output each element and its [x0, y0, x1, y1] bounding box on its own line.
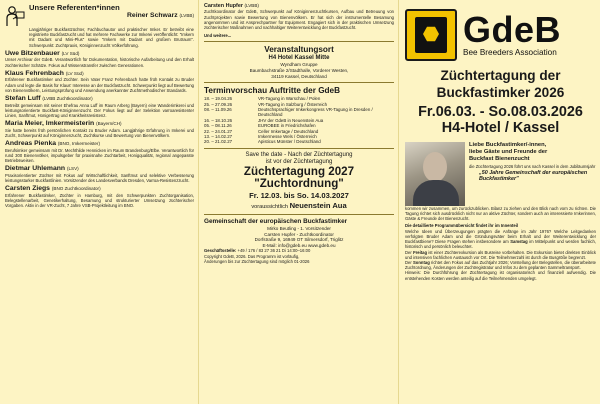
speaker-bio: Langjähriger Buckfastzüchter, Fachbuchautor und praktischer Imker. Er betreibt eine registrierte Buckfastzucht und hat mehrere Fachwerke zur Imkerei veröffentlicht: "Imkern mit Dadant und Mini-Plus" sowie "Imkern mit Dadant und großem Brutraum". Schwerpunkt: Zuchtpraxis, Königinnenzucht Völkerführung.: [29, 27, 194, 48]
speaker-entry: [5, 165, 194, 183]
table-row: 13. – 14.02.27 Imkermesse Wels / Österreich: [204, 134, 317, 140]
intro-text: kommen wir zusammen, um zurückzublicken. Bilanz zu ziehen und den Blick nach vorn zu richten. Die Tagung richtet sich ausdrücklich nicht nur an aktive Züchter, sondern auch an interessierte Imkerinnen, Gäste & Freunde der Bienenzucht.: [405, 206, 596, 222]
venue-line: 34119 Kassel, Deutschland: [271, 73, 327, 79]
association-heading: Gemeinschaft der europäischen Buckfastimker: [204, 218, 348, 226]
intro-text: Hinweis: Die Durchführung der Züchtertagung ist organisatorisch und finanziell aufwendig. Die entstehenden Kosten werden anteilig auf die Teilnehmenden umgelegt.: [405, 270, 596, 281]
intro-text: die Züchtertagung 2026 führt uns nach Kassel in dem Jubiläumsjahr: [469, 164, 596, 170]
greeting-line: Buckfast Bienenzucht: [469, 155, 530, 162]
association-line: Carsten Hupfer - Zuchtkoordinator: [264, 231, 334, 237]
venue-line: Wyndham Gruppe: [280, 62, 318, 68]
speaker-bio: Berufsimker gemeinsam mit Dr. Mechthilde Hennicken im Raum Brandenburg/Elbe. Verantwortlich für rund 300 Bienenvölker, impulsgeber für praxisnahe Zuchtarbeit, Honigqualität, regional angepasste Betriebsweisen.: [5, 147, 194, 164]
intro-block: [405, 142, 596, 206]
page-title: Buckfastimker 2026: [436, 85, 565, 100]
speaker-name: Maria Meier, Imkermeisterin (Bayern/CH): [5, 120, 122, 128]
speakers-header: [5, 3, 194, 27]
venue-section: [204, 45, 394, 79]
jubilee-quote: „50 Jahre Gemeinschaft der europäischen Buckfastimker": [479, 169, 588, 182]
association-line: Mirko Beutling - 1. Vorsitzender: [267, 226, 331, 232]
speaker-name: Klaus Fehrenbach (LV Süd): [5, 69, 84, 77]
speaker-name: Carsten Ziegs (BNO Zuchtkoordinator): [5, 185, 101, 193]
title-column: [398, 0, 600, 404]
portrait-photo: [405, 142, 465, 206]
speaker-bio: Erfahrener Buckfastimker und Züchter. Sein Vater Franz Fehrenbach hatte früh Kontakt zu Bruder Adam und legte die Basis für Klaus' Interesse an der Buckfastzucht. Schwerpunkt liegt auf Bewertung von Bienenvölkern, Leistungsprüfung und Anwendung anerkannter Zuchtmethodischer Standards.: [5, 77, 194, 93]
tour-heading: Terminvorschau Auftritte der GdeB: [204, 86, 341, 96]
speaker-name: Andreas Pienka (BNO, Imkermeister): [5, 140, 101, 148]
table-row: 18. – 19.04.26 VR-Tagung in Warschau / Polen: [204, 96, 321, 102]
copyright-line: Änderungen bis zur Züchtertagung sind möglich 01-2026: [204, 258, 310, 264]
next-conference-dates: Fr. 12.03. bis So. 14.03.2027: [249, 191, 349, 201]
next-conference-location: voraussichtlich Neuenstein Aua: [251, 201, 347, 211]
intro-text: Welche Ideen und Überzeugungen prägten die Anfänge im Jahr 1976? Welche Leitgedanken verfolgten Bruder Adam und die Gründungsväter beim Erhalt und der Weiterentwicklung der Buckfastbiene? Diese Fragen stehen insbesondere am Samstag im Mittelpunkt und werden fachlich, historisch und persönlich beleuchtet.: [405, 228, 596, 250]
save-date-line: ist vor der Züchtertagung: [265, 158, 333, 165]
presenter-icon: [5, 5, 25, 27]
logo-name: GdeB: [463, 9, 562, 50]
logo: [405, 0, 596, 66]
speakers-heading: Unsere Referenten*innen: [29, 3, 120, 12]
greeting-line: Liebe Buckfastimker/-innen,: [469, 142, 547, 148]
table-row: 20. – 21.02.27 Apisticus Münster / Deutschland: [204, 139, 321, 145]
speaker-entry: [5, 120, 194, 138]
next-conference-motto: "Zuchtordnung": [254, 177, 344, 191]
association-section: [204, 218, 394, 264]
speaker-entry: [5, 50, 194, 68]
event-place: H4-Hotel / Kassel: [441, 120, 560, 136]
divider: [204, 41, 394, 42]
speaker-entry: [5, 95, 194, 118]
divider: [204, 148, 394, 149]
speaker-entry: [5, 185, 194, 208]
middle-column: [198, 0, 398, 404]
speaker-bio: Betreibt gemeinsam mit seiner Ehefrau Anna Luff im Raum Arberg (Bayern) eine Wanderimkerei und leistungsorientierte Buckfast-Königinnenzucht. Der Fokus liegt auf der Selektion varroaresistenter Linien, Sanftmut, Honigertrag und Krankheitsresistenz.: [5, 102, 194, 119]
table-row: 16. – 18.10.26 JHV der GdeB in Neuenstein Aua: [204, 117, 324, 123]
bee-logo-icon: [405, 9, 457, 61]
more-speakers: Und weitere...: [204, 33, 232, 39]
venue-line: Baumbachstraße 2/Stadthalle, Vorderer Westen,: [249, 68, 349, 74]
speaker-name: Carsten Hupfer (LVBB): [204, 3, 259, 9]
venue-name: H4 Hotel Kassel Mitte: [268, 55, 330, 62]
speaker-name: Stefan Luff (LVBB Zuchtkoordinator): [5, 95, 93, 103]
intro-text: Der Sonntag richtet den Fokus auf das Zuchtjahr 2026; Vorstellung der Belegstellen, die überarbeitete Zuchtordnung, Änderungen der Zuchtregistratur und Infos zu dem geplanten Sammeltransport.: [405, 260, 596, 271]
speaker-entry: [204, 3, 394, 38]
next-conference-title: Züchtertagung 2027: [243, 164, 355, 178]
event-dates: Fr.06.03. - So.08.03.2026: [418, 104, 583, 120]
table-row: 05. – 08.11.26 EUROBEE in Friedrichshafen: [204, 123, 316, 129]
association-line: Dorfstraße 9, 16949 OT Silmersdorf, Triglitz: [254, 237, 344, 243]
intro-text: Der Freitag ist einer Züchterexkursion als Busreise vorbehalten. Die Exkursion bietet direkten Einblick und intensiven fachlichen Austausch vor Ort. Die Teilnehmerzahl ist durch die Busgröße begrenzt.: [405, 249, 596, 260]
speaker-bio: Sie hatte bereits früh persönlichen Kontakt zu Bruder Adam. Langjährige Erfahrung in Imkerei und Zucht, Schwerpunkt auf Königinnenzucht, Zuchtkurse und Bewertung von Bienenvölkern.: [5, 127, 194, 139]
program-note: Die detaillierte Programmübersicht findet ihr im Innenteil: [405, 222, 519, 228]
speaker-name: Uwe Bitzenbauer (LV Süd): [5, 49, 80, 57]
speaker-entry: [5, 70, 194, 93]
speakers-column: [0, 0, 198, 404]
speaker-bio: Unser Archivar der GdeB. Verantwortlich für Dokumentation, historische Aufarbeitung und den Erhalt züchterischer Schätze. Fokus auf Wissenstransfer zwischen Generationen.: [5, 57, 194, 68]
contact-line: E-Mail: info@gdeb.eu www.gdeb.eu: [262, 242, 336, 248]
venue-heading: Veranstaltungsort: [264, 45, 334, 55]
table-row: 25. – 27.09.26 VR-Tagung in Salzburg / Österreich: [204, 101, 328, 107]
speaker-bio: Zuchtkoordinator der GdeB, Schwerpunkt auf Königinnenzuchtkursen, Aufbau und Betreuung von Zuchtprojekten sowie Bewertung von Bienenvölkern. Er hat sich der instrumentelle Besamung angenommen und ist Ansprechpartner für Equipment. Engagiert sich in der praktischen Umsetzung züchterischer Maßnahmen und nachhaltiger Weiterentwicklung der Buckfastzucht.: [204, 9, 394, 31]
speaker-entry: [5, 140, 194, 163]
table-row: 22. – 24.01.27 Celler Imkertage / Deutschland: [204, 128, 319, 134]
save-date-line: Save the date - Nach der Züchtertagung: [245, 151, 353, 158]
page-title: Züchtertagung der: [440, 68, 561, 83]
speaker-name: Dietmar Uhlemann (LSV): [5, 165, 79, 173]
tour-section: [204, 86, 394, 145]
save-the-date: [204, 152, 394, 211]
divider: [204, 82, 394, 83]
divider: [204, 214, 394, 215]
speaker-bio: Erfahrener Buckfastimker, Züchter in Hamburg, mit den Schwerpunkten Zuchtorganisation, Belegstellenarbeit, Genetikerhaltung, Besamung und strukturierter Umsetzung züchterischer Vorgaben. Aktiv in der VR-Zucht, 7 Jahre VSB-Projektleitung im BNO.: [5, 193, 194, 209]
copyright-line: Copyright GdeB, 2026. Das Programm ist vorläufig,: [204, 253, 300, 259]
tour-table: [204, 96, 394, 145]
greeting-line: liebe Gäste und Freunde der: [469, 148, 548, 155]
office-line: Geschäftsstelle: +49 / 176 / 83 27 36 21 Di 14:00–16:00: [204, 248, 311, 254]
speaker-name: Reiner Schwarz (LVBB): [127, 12, 194, 19]
speaker-bio: Praxisorientierter Züchter mit Fokus auf Wirtschaftlichkeit, Sanftmut und selektive Verbesserung leistungsstarker Buckfastlinien. Vorsitzender des Landesverbands Dresden, Varroa-Resistenzzucht.: [5, 173, 194, 184]
table-row: 08. – 11.09.26 Deutschsprachiger Imkerkongress VR-Tagung in Dresden / Deutschland: [204, 107, 373, 118]
logo-subtitle: Bee Breeders Association: [463, 48, 557, 57]
